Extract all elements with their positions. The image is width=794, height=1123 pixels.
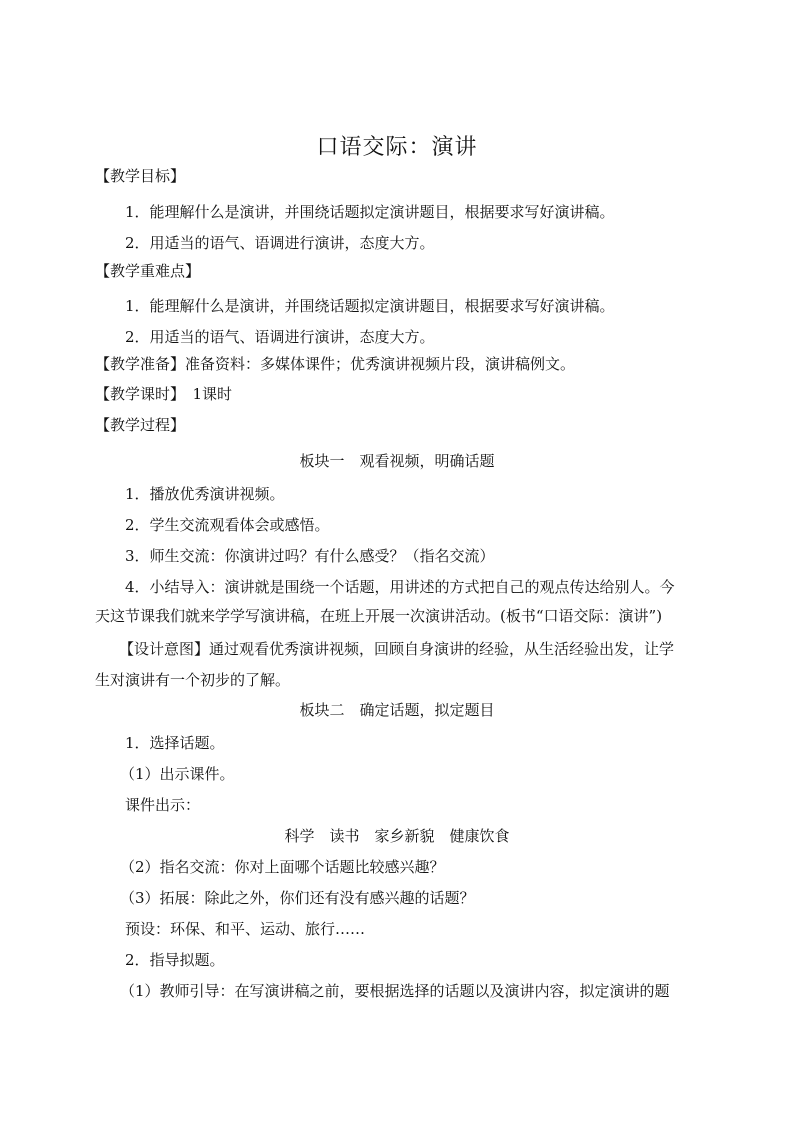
block2-sub-item: （1）出示课件。	[120, 765, 235, 783]
preset-line: 预设：环保、和平、运动、旅行……	[125, 920, 366, 938]
block1-item: 4．小结导入：演讲就是围绕一个话题，用讲述的方式把自己的观点传达给别人。今	[125, 578, 675, 596]
block1-item-continuation: 天这节课我们就来学学写演讲稿，在班上开展一次演讲活动。(板书“口语交际：演讲”)	[95, 607, 663, 625]
block1-heading: 板块一 观看视频，明确话题	[299, 452, 495, 470]
topic-list: 科学 读书 家乡新貌 健康饮食	[284, 827, 510, 845]
block2-heading: 板块二 确定话题，拟定题目	[299, 701, 495, 719]
block1-item: 2．学生交流观看体会或感悟。	[125, 516, 330, 534]
block1-item: 3．师生交流：你演讲过吗？有什么感受？（指名交流）	[125, 547, 495, 565]
objective-item: 1．能理解什么是演讲，并围绕话题拟定演讲题目，根据要求写好演讲稿。	[125, 203, 615, 221]
block2-sub-item: （3）拓展：除此之外，你们还有没有感兴趣的话题？	[120, 889, 475, 907]
process-heading: 【教学过程】	[95, 416, 186, 434]
keypoints-heading: 【教学重难点】	[95, 262, 201, 280]
courseware-label: 课件出示：	[125, 796, 201, 814]
block2-sub-item: （2）指名交流：你对上面哪个话题比较感兴趣？	[120, 858, 445, 876]
preparation-line: 【教学准备】准备资料：多媒体课件；优秀演讲视频片段，演讲稿例文。	[95, 355, 576, 373]
class-hours-line: 【教学课时】 1课时	[95, 385, 233, 403]
block2-step: 1．选择话题。	[125, 734, 225, 752]
block2-step: 2．指导拟题。	[125, 951, 225, 969]
block2-sub-item: （1）教师引导：在写演讲稿之前，要根据选择的话题以及演讲内容，拟定演讲的题	[120, 982, 670, 1000]
objective-item: 2．用适当的语气、语调进行演讲，态度大方。	[125, 234, 435, 252]
block1-item: 1．播放优秀演讲视频。	[125, 485, 285, 503]
keypoint-item: 1．能理解什么是演讲，并围绕话题拟定演讲题目，根据要求写好演讲稿。	[125, 297, 615, 315]
design-intent-continuation: 生对演讲有一个初步的了解。	[95, 671, 291, 689]
design-intent-line: 【设计意图】通过观看优秀演讲视频，回顾自身演讲的经验，从生活经验出发，让学	[119, 640, 675, 658]
objectives-heading: 【教学目标】	[95, 167, 186, 185]
page-title: 口语交际：演讲	[316, 135, 478, 160]
keypoint-item: 2．用适当的语气、语调进行演讲，态度大方。	[125, 328, 435, 346]
